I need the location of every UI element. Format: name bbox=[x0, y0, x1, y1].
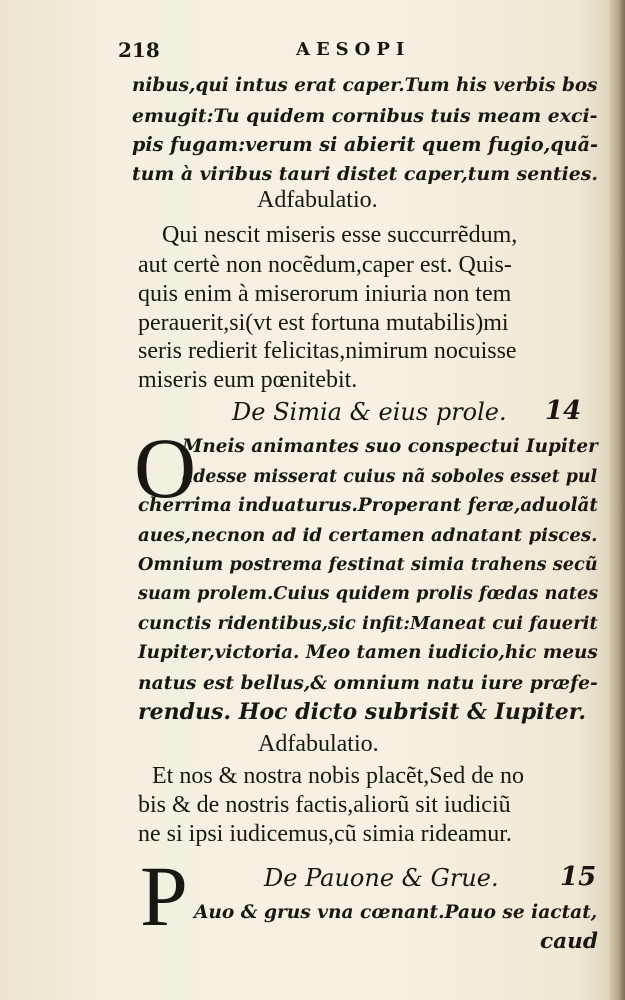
adfabulatio-heading: Adfabulatio. bbox=[257, 187, 378, 213]
moral13-line: aut certè non nocẽdum,caper est. Quis- bbox=[138, 252, 512, 278]
fable14-title: De Simia & eius prole. bbox=[232, 398, 507, 426]
moral14-line: bis & de nostris factis,aliorũ sit iudiciũ bbox=[138, 792, 511, 818]
fable13-line: pis fugam:verum si abierit quem fugio,quã- bbox=[132, 133, 598, 156]
fable14-line: Omnium postrema festinat simia trahens secũ bbox=[138, 554, 598, 575]
fable13-line: nibus,qui intus erat caper.Tum his verbis bos bbox=[132, 75, 598, 96]
fable13-line: emugit:Tu quidem cornibus tuis meam exci- bbox=[132, 105, 598, 127]
fable14-line: rendus. Hoc dicto subrisit & Iupiter. bbox=[138, 699, 587, 725]
fable14-line: cunctis ridentibus,sic infit:Maneat cui fauerit bbox=[138, 613, 598, 634]
catchword: caud bbox=[540, 929, 598, 954]
fable14-line: suam prolem.Cuius quidem prolis fœdas nates bbox=[138, 583, 599, 604]
moral13-line: perauerit,si(vt est fortuna mutabilis)mi bbox=[138, 310, 509, 336]
running-head: AESOPI bbox=[296, 39, 411, 60]
fable14-line: Mneis animantes suo conspectui Iupiter bbox=[182, 436, 598, 457]
moral13-line: seris redierit felicitas,nimirum nocuisse bbox=[138, 338, 517, 364]
folio-number: 218 bbox=[118, 38, 160, 62]
fable14-line: natus est bellus,& omnium natu iure præfe- bbox=[138, 672, 598, 694]
moral13-line: Qui nescit miseris esse succurrẽdum, bbox=[162, 222, 518, 248]
adfabulatio-heading: Adfabulatio. bbox=[258, 731, 379, 757]
drop-cap-o: O bbox=[134, 420, 197, 516]
moral14-line: Et nos & nostra nobis placẽt,Sed de no bbox=[152, 763, 524, 789]
fable14-number: 14 bbox=[545, 396, 582, 426]
drop-cap-p: P bbox=[140, 848, 188, 944]
fable14-line: cherrima induaturus.Properant feræ,aduolãt bbox=[138, 495, 598, 516]
fable15-number: 15 bbox=[560, 862, 597, 892]
fable14-line: adesse misserat cuius nã soboles esset pul bbox=[182, 467, 598, 487]
fable14-line: aues,necnon ad id certamen adnatant pisces. bbox=[138, 525, 598, 546]
moral13-line: quis enim à miserorum iniuria non tem bbox=[138, 281, 512, 307]
page-edge bbox=[609, 0, 625, 1000]
fable15-title: De Pauone & Grue. bbox=[264, 864, 499, 892]
fable14-line: Iupiter,victoria. Meo tamen iudicio,hic meus bbox=[138, 642, 598, 663]
moral13-line: miseris eum pœnitebit. bbox=[138, 367, 358, 393]
fable13-line: tum à viribus tauri distet caper,tum senties. bbox=[132, 163, 598, 185]
fable15-line: Auo & grus vna cœnant.Pauo se iactat, bbox=[194, 902, 598, 923]
moral14-line: ne si ipsi iudicemus,cũ simia rideamur. bbox=[138, 821, 512, 847]
